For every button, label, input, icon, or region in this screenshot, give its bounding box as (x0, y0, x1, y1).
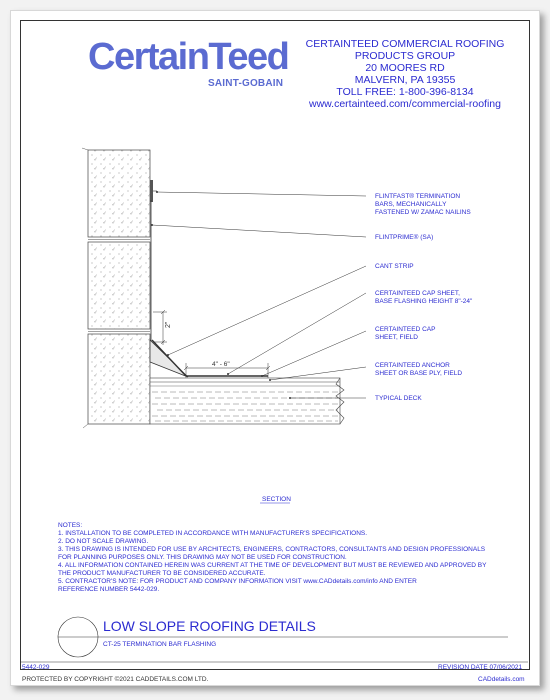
callout-cap-sheet-field: CERTAINTEED CAP SHEET, FIELD (375, 326, 436, 341)
section-label: SECTION (262, 496, 291, 503)
drawing-title: LOW SLOPE ROOFING DETAILS (103, 618, 316, 634)
notes-heading: NOTES: (58, 522, 83, 529)
callout-anchor-sheet: CERTAINTEED ANCHOR SHEET OR BASE PLY, FIELD (375, 362, 463, 377)
company-line: MALVERN, PA 19355 (354, 74, 456, 86)
callout-typical-deck: TYPICAL DECK (375, 395, 422, 402)
company-website[interactable]: www.certainteed.com/commercial-roofing (309, 98, 501, 110)
dim-label-vertical: 2" (165, 321, 172, 328)
note-line: 3. THIS DRAWING IS INTENDED FOR USE BY ARCHITECTS, ENGINEERS, CONTRACTORS, CONSULTANTS AND DESIGN PROFESSIONALS (58, 546, 486, 553)
company-line: CERTAINTEED COMMERCIAL ROOFING (305, 38, 505, 50)
notes-block (58, 522, 498, 594)
caddetails-link[interactable]: CADdetails.com (478, 676, 525, 683)
note-line: 1. INSTALLATION TO BE COMPLETED IN ACCORDANCE WITH MANUFACTURER'S SPECIFICATIONS. (58, 530, 368, 537)
company-line: TOLL FREE: 1-800-396-8134 (336, 86, 474, 98)
drawing-subtitle: CT-25 TERMINATION BAR FLASHING (103, 641, 217, 648)
masonry-wall (82, 148, 150, 428)
termination-bar (150, 180, 153, 202)
certainteed-logo: CertainTeed (88, 36, 289, 78)
copyright-notice: PROTECTED BY COPYRIGHT ©2021 CADDETAILS.COM LTD. (22, 676, 209, 683)
company-line: 20 MOORES RD (365, 62, 445, 74)
company-line: PRODUCTS GROUP (354, 50, 456, 62)
dim-label-horizontal: 4" - 6" (212, 361, 230, 368)
note-line: THE PRODUCT MANUFACTURER TO BE CONSIDERED ACCURATE. (58, 570, 266, 577)
revision-date: REVISION DATE 07/06/2021 (438, 664, 523, 671)
note-line: FOR PLANNING PURPOSES ONLY. THIS DRAWING MAY NOT BE USED FOR CONSTRUCTION. (58, 554, 347, 561)
callout-cap-sheet-base: CERTAINTEED CAP SHEET, BASE FLASHING HEIGHT 8"-24" (375, 290, 473, 305)
note-line: REFERENCE NUMBER 5442-029. (58, 586, 160, 593)
callout-flintfast: FLINTFAST® TERMINATION BARS, MECHANICALLY FASTENED W/ ZAMAC NAILINS (375, 193, 471, 216)
callout-flintprime: FLINTPRIME® (SA) (375, 234, 434, 241)
saint-gobain-logo: SAINT-GOBAIN (208, 78, 284, 89)
note-line: 5. CONTRACTOR'S NOTE: FOR PRODUCT AND COMPANY INFORMATION VISIT www.CADdetails.com/info AND ENTER (58, 578, 417, 585)
note-line: 2. DO NOT SCALE DRAWING. (58, 538, 149, 545)
callout-cant-strip: CANT STRIP (375, 263, 414, 270)
reference-number: 5442-029 (22, 664, 50, 671)
note-line: 4. ALL INFORMATION CONTAINED HEREIN WAS CURRENT AT THE TIME OF DEVELOPMENT BUT MUST BE REVIEWED AND APPROVED BY (58, 562, 487, 569)
roof-deck (150, 378, 344, 424)
leader-lines (152, 192, 366, 398)
